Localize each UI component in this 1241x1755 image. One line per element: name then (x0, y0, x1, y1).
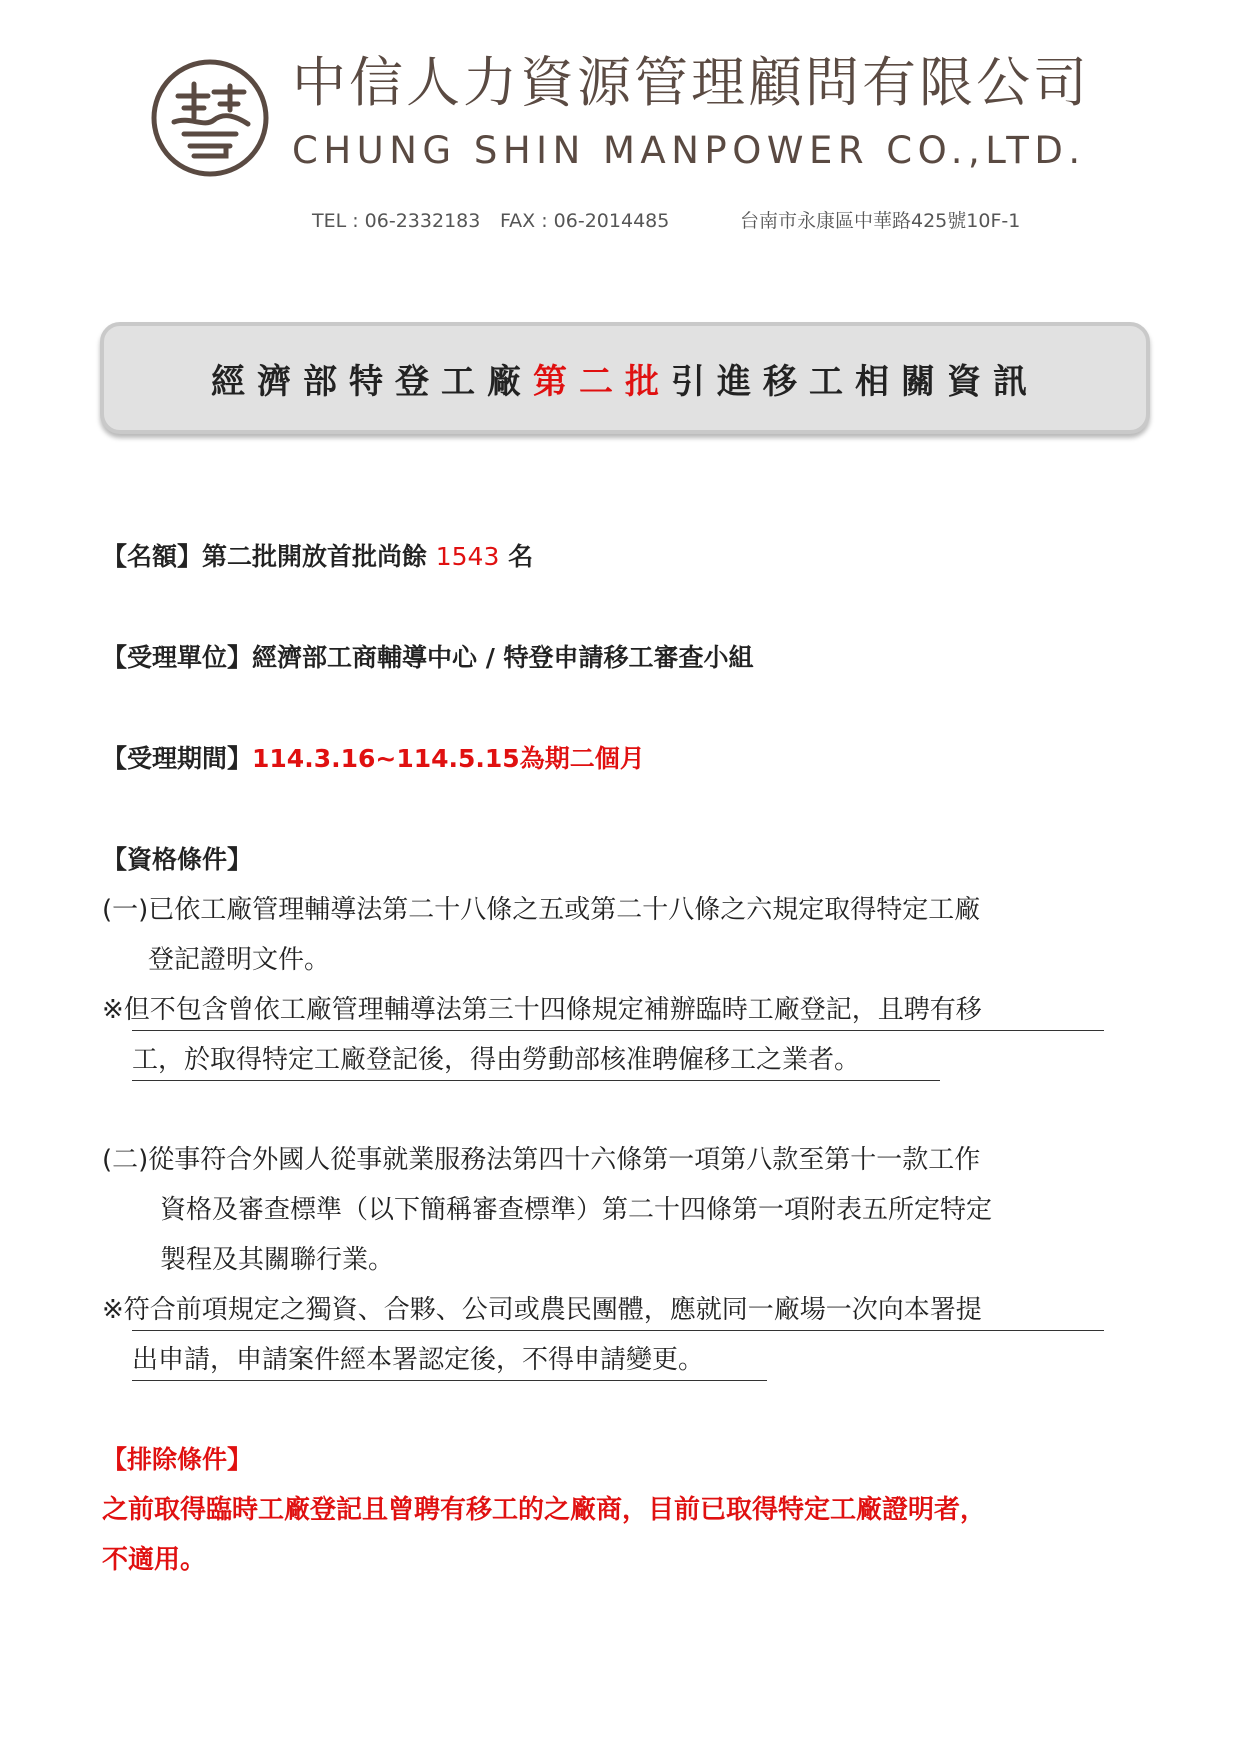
qualifications-label: 【資格條件】 (102, 845, 253, 874)
contact-address: 台南市永康區中華路425號10F-1 (740, 210, 1021, 232)
exclusion-line-2: 不適用。 (102, 1545, 207, 1575)
quota-suffix: 名 (499, 542, 534, 571)
contact-tel: TEL : 06-2332183 (312, 210, 481, 232)
quota-label: 【名額】 (102, 542, 203, 571)
agency-label: 【受理單位】 (102, 643, 253, 672)
qualification-note-2-line-2: 出申請，申請案件經本署認定後，不得申請變更。 (132, 1345, 705, 1375)
exclusion-label: 【排除條件】 (102, 1445, 253, 1474)
quota-line (102, 542, 533, 572)
qualification-item-1-line-2: 登記證明文件。 (148, 945, 331, 975)
note-1-underline-1 (132, 1030, 1104, 1031)
company-logo-icon (150, 58, 270, 178)
title-part-3: 引進移工相關資訊 (671, 361, 1039, 402)
qualification-item-2-line-1: (二)從事符合外國人從事就業服務法第四十六條第一項第八款至第十一款工作 (102, 1145, 981, 1175)
agency-line (102, 643, 754, 673)
title-part-2: 第二批 (533, 361, 671, 402)
period-line (102, 744, 645, 774)
qualification-item-2-line-3: 製程及其關聯行業。 (160, 1245, 395, 1275)
qualification-note-2-line-1: ※符合前項規定之獨資、合夥、公司或農民團體，應就同一廠場一次向本署提 (102, 1295, 982, 1325)
note-1-underline-2 (132, 1080, 940, 1081)
quota-number: 1543 (435, 542, 500, 571)
contact-fax: FAX : 06-2014485 (500, 210, 670, 232)
title-part-1: 經濟部特登工廠 (211, 361, 533, 402)
qualification-note-1-line-1: ※但不包含曾依工廠管理輔導法第三十四條規定補辦臨時工廠登記，且聘有移 (102, 995, 982, 1025)
note-2-underline-2 (132, 1380, 767, 1381)
company-name-chinese: 中信人力資源管理顧問有限公司 (292, 51, 1090, 114)
exclusion-line-1: 之前取得臨時工廠登記且曾聘有移工的之廠商，目前已取得特定工廠證明者， (102, 1495, 987, 1525)
quota-text: 第二批開放首批尚餘 (202, 542, 436, 571)
period-label: 【受理期間】 (102, 744, 253, 773)
period-text: 114.3.16~114.5.15為期二個月 (252, 744, 645, 773)
agency-text: 經濟部工商輔導中心 / 特登申請移工審查小組 (252, 643, 754, 672)
title-box (100, 322, 1150, 434)
company-name-english: CHUNG SHIN MANPOWER CO.,LTD. (292, 129, 1086, 172)
page-title (211, 354, 1039, 403)
qualification-item-1-line-1: (一)已依工廠管理輔導法第二十八條之五或第二十八條之六規定取得特定工廠 (102, 895, 981, 925)
note-2-underline-1 (132, 1330, 1104, 1331)
qualification-note-1-line-2: 工，於取得特定工廠登記後，得由勞動部核准聘僱移工之業者。 (132, 1045, 861, 1075)
qualification-item-2-line-2: 資格及審查標準（以下簡稱審查標準）第二十四條第一項附表五所定特定 (160, 1195, 993, 1225)
